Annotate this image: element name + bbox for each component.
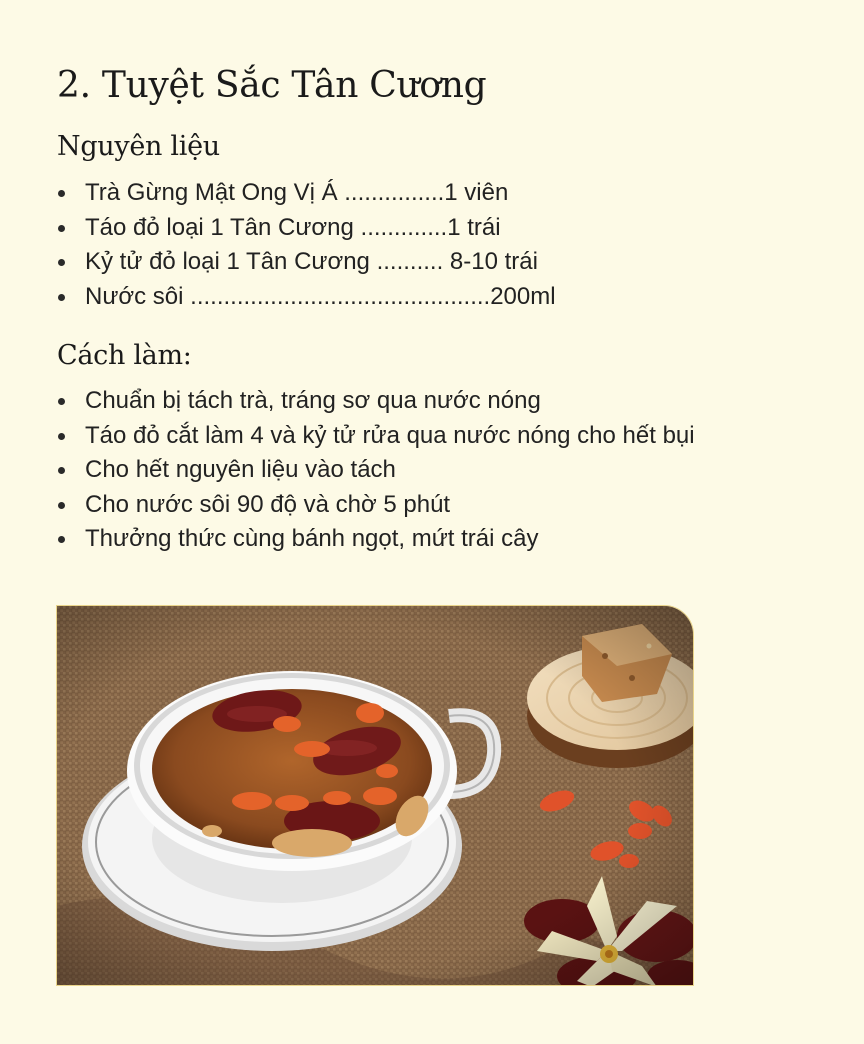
ingredients-list bbox=[57, 176, 556, 314]
ingredient-item: Táo đỏ loại 1 Tân Cương .............1 trái bbox=[57, 211, 556, 246]
step-item: Chuẩn bị tách trà, tráng sơ qua nước nóng bbox=[57, 384, 695, 419]
ingredients-heading: Nguyên liệu bbox=[57, 131, 220, 162]
step-item: Táo đỏ cắt làm 4 và kỷ tử rửa qua nước nóng cho hết bụi bbox=[57, 419, 695, 454]
step-item: Thưởng thức cùng bánh ngọt, mứt trái cây bbox=[57, 522, 695, 557]
ingredient-item: Kỷ tử đỏ loại 1 Tân Cương .......... 8-10 trái bbox=[57, 245, 556, 280]
ingredient-item: Trà Gừng Mật Ong Vị Á ...............1 viên bbox=[57, 176, 556, 211]
step-item: Cho nước sôi 90 độ và chờ 5 phút bbox=[57, 488, 695, 523]
steps-heading: Cách làm: bbox=[57, 340, 192, 371]
tea-photo bbox=[56, 605, 694, 986]
step-item: Cho hết nguyên liệu vào tách bbox=[57, 453, 695, 488]
steps-list bbox=[57, 384, 695, 557]
page-title: 2. Tuyệt Sắc Tân Cương bbox=[57, 65, 487, 106]
ingredient-item: Nước sôi .............................................200ml bbox=[57, 280, 556, 315]
